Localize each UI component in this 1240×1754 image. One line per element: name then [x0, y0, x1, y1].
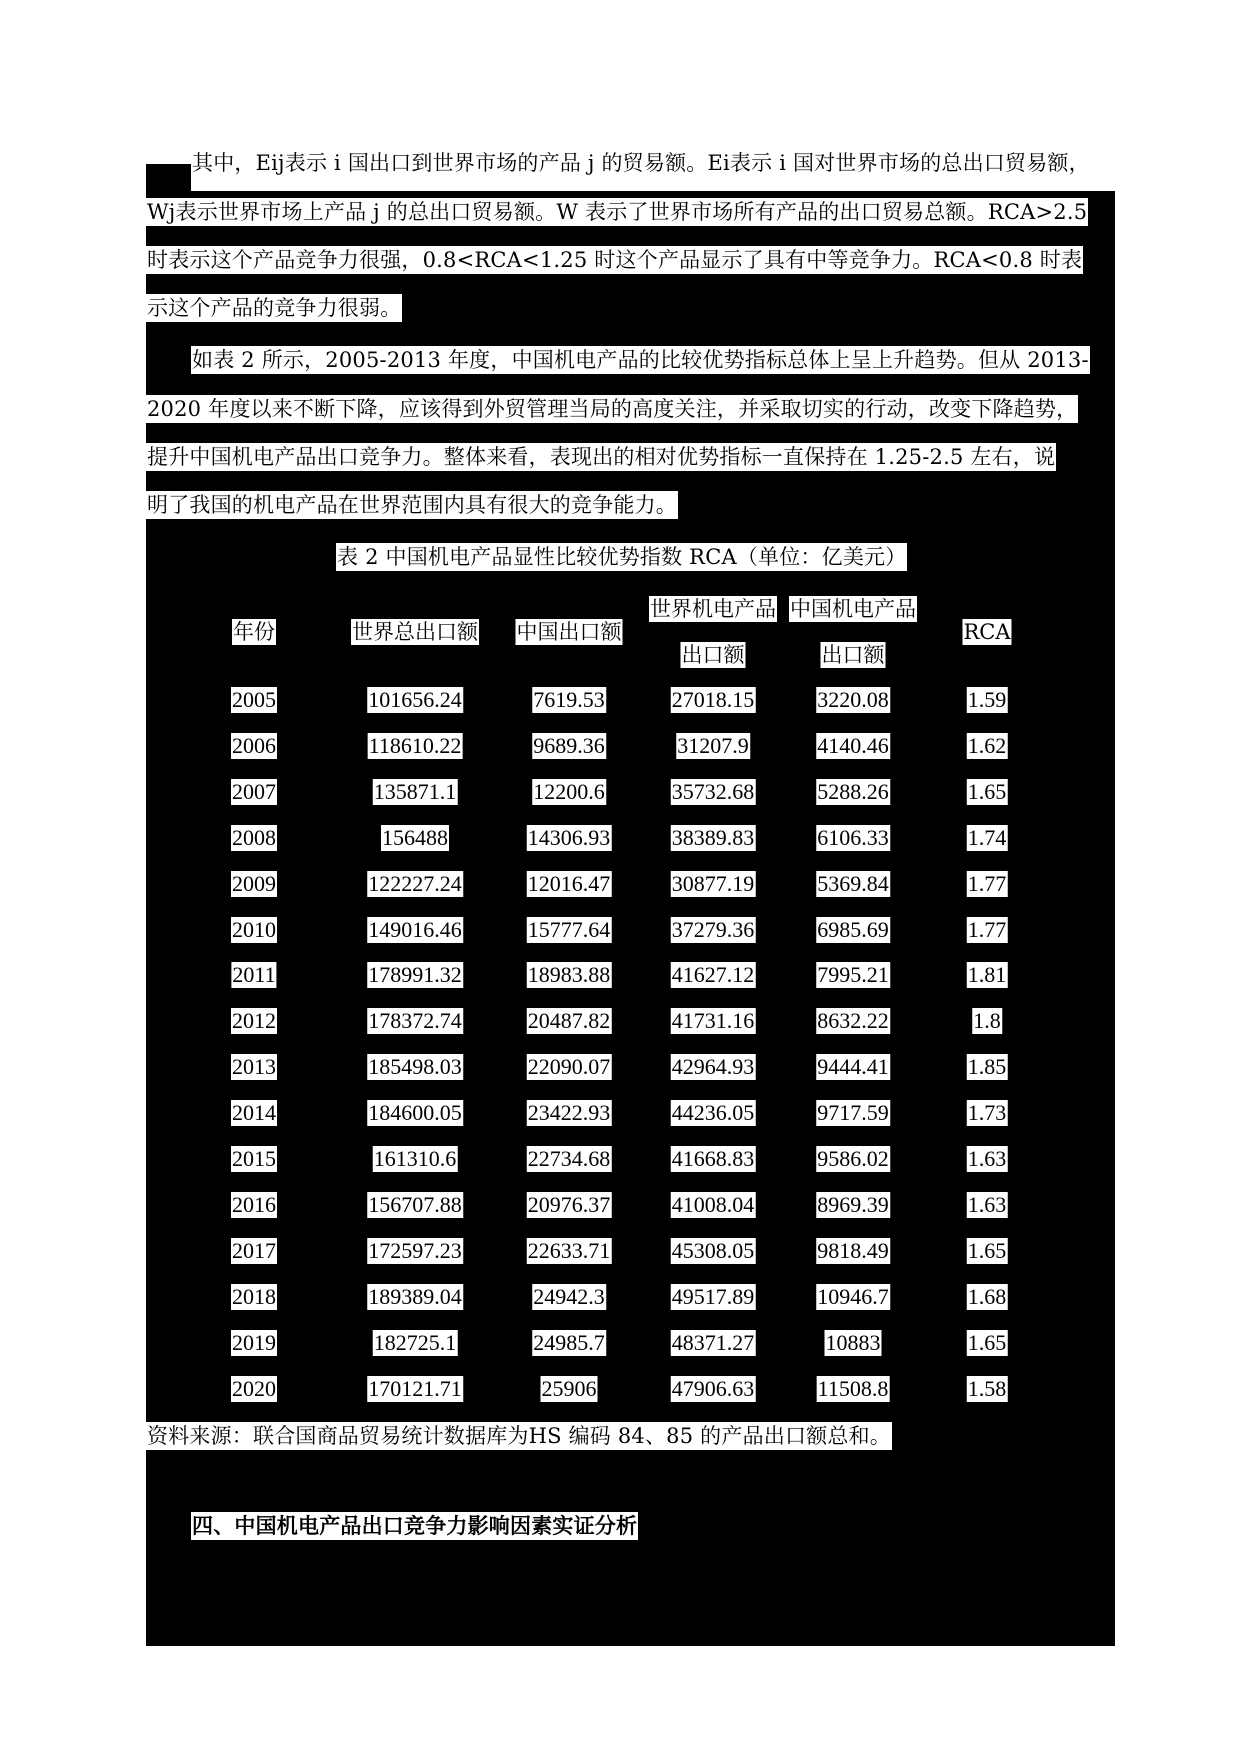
cell-world-me: 30877.19	[671, 870, 755, 896]
first-line-indent-block	[146, 164, 191, 191]
cell-china-export: 7619.53	[533, 687, 605, 712]
cell-year: 2012	[232, 1008, 276, 1034]
cell-world-total: 101656.24	[368, 687, 462, 712]
cell-china-me: 6985.69	[817, 916, 889, 942]
cell-rca: 1.77	[967, 916, 1007, 942]
cell-world-total: 156707.88	[368, 1191, 462, 1217]
cell-rca: 1.65	[967, 778, 1007, 804]
header-china-me-line2: 出口额	[821, 643, 885, 667]
cell-china-export: 24942.3	[533, 1283, 605, 1309]
header-china-export: 中国出口额	[516, 620, 622, 644]
cell-china-me: 6106.33	[817, 824, 889, 850]
cell-world-total: 185498.03	[368, 1054, 462, 1080]
paragraph-line: 示这个产品的竞争力很弱。	[147, 296, 402, 320]
cell-world-me: 31207.9	[677, 732, 749, 758]
paragraph-line: 明了我国的机电产品在世界范围内具有很大的竞争能力。	[147, 493, 677, 517]
cell-china-export: 14306.93	[527, 824, 611, 850]
cell-year: 2010	[232, 916, 276, 942]
cell-year: 2018	[232, 1283, 276, 1309]
cell-world-me: 42964.93	[671, 1054, 755, 1080]
header-world-me-line1: 世界机电产品	[650, 597, 776, 621]
cell-world-me: 41627.12	[671, 962, 755, 988]
cell-china-me: 9586.02	[817, 1146, 889, 1171]
cell-china-me: 5369.84	[817, 870, 889, 896]
cell-china-export: 12200.6	[533, 778, 605, 804]
cell-year: 2015	[232, 1146, 276, 1171]
cell-china-me: 5288.26	[817, 778, 889, 804]
cell-world-me: 45308.05	[671, 1237, 755, 1263]
cell-world-me: 41731.16	[671, 1008, 755, 1034]
cell-rca: 1.58	[967, 1375, 1007, 1401]
cell-year: 2020	[232, 1375, 276, 1401]
cell-world-total: 170121.71	[368, 1375, 462, 1401]
cell-china-me: 11508.8	[817, 1375, 889, 1401]
cell-world-me: 41008.04	[671, 1191, 755, 1217]
cell-world-me: 47906.63	[671, 1375, 755, 1401]
cell-world-total: 189389.04	[368, 1283, 462, 1309]
header-year: 年份	[233, 620, 275, 644]
cell-world-total: 118610.22	[368, 732, 462, 758]
cell-china-me: 7995.21	[817, 962, 889, 988]
paragraph-line: 如表 2 所示，2005-2013 年度，中国机电产品的比较优势指标总体上呈上升趋势。但从 2013-	[192, 348, 1089, 372]
cell-year: 2019	[232, 1329, 276, 1355]
paragraph-line: 时表示这个产品竞争力很强，0.8<RCA<1.25 时这个产品显示了具有中等竞争力。RCA<0.8 时表	[147, 248, 1083, 272]
paragraph-line: Wj表示世界市场上产品 j 的总出口贸易额。W 表示了世界市场所有产品的出口贸易总额。RCA>2.5	[147, 200, 1088, 224]
cell-china-me: 9444.41	[817, 1054, 889, 1080]
cell-world-total: 161310.6	[373, 1146, 457, 1171]
cell-rca: 1.63	[967, 1146, 1007, 1171]
paragraph-line: 其中，Eij表示 i 国出口到世界市场的产品 j 的贸易额。Ei表示 i 国对世界市场的总出口贸易额，	[192, 151, 1090, 175]
cell-china-export: 20976.37	[527, 1191, 611, 1217]
cell-world-total: 184600.05	[368, 1100, 462, 1126]
cell-world-total: 122227.24	[368, 870, 462, 896]
cell-year: 2016	[232, 1191, 276, 1217]
cell-rca: 1.77	[967, 870, 1007, 896]
cell-china-export: 22734.68	[527, 1146, 611, 1171]
header-world-total: 世界总出口额	[352, 620, 478, 644]
cell-rca: 1.73	[967, 1100, 1007, 1126]
cell-year: 2006	[232, 732, 276, 758]
cell-year: 2014	[232, 1100, 276, 1126]
header-world-me-line2: 出口额	[681, 643, 745, 667]
cell-china-me: 9717.59	[817, 1100, 889, 1126]
cell-rca: 1.65	[967, 1237, 1007, 1263]
table-caption: 表 2 中国机电产品显性比较优势指数 RCA（单位：亿美元）	[337, 545, 907, 569]
cell-rca: 1.85	[967, 1054, 1007, 1080]
cell-rca: 1.63	[967, 1191, 1007, 1217]
cell-world-me: 27018.15	[671, 687, 755, 712]
cell-year: 2005	[232, 687, 276, 712]
section-heading: 四、中国机电产品出口竞争力影响因素实证分析	[192, 1513, 638, 1538]
cell-china-me: 8969.39	[817, 1191, 889, 1217]
cell-rca: 1.8	[973, 1008, 1001, 1034]
cell-world-me: 41668.83	[671, 1146, 755, 1171]
cell-china-export: 9689.36	[533, 732, 605, 758]
cell-rca: 1.81	[967, 962, 1007, 988]
cell-world-me: 35732.68	[671, 778, 755, 804]
header-china-me-line1: 中国机电产品	[790, 597, 916, 621]
cell-china-me: 10946.7	[817, 1283, 889, 1309]
cell-year: 2008	[232, 824, 276, 850]
cell-china-export: 18983.88	[527, 962, 611, 988]
cell-china-export: 22633.71	[527, 1237, 611, 1263]
cell-china-export: 12016.47	[527, 870, 611, 896]
cell-world-total: 149016.46	[368, 916, 462, 942]
cell-china-me: 3220.08	[817, 687, 889, 712]
cell-world-me: 37279.36	[671, 916, 755, 942]
cell-rca: 1.74	[967, 824, 1007, 850]
cell-china-export: 22090.07	[527, 1054, 611, 1080]
cell-china-me: 9818.49	[817, 1237, 889, 1263]
cell-china-export: 20487.82	[527, 1008, 611, 1034]
cell-world-total: 178991.32	[368, 962, 462, 988]
cell-world-total: 172597.23	[368, 1237, 462, 1263]
cell-rca: 1.65	[967, 1329, 1007, 1355]
cell-china-export: 15777.64	[527, 916, 611, 942]
cell-world-me: 48371.27	[671, 1329, 755, 1355]
cell-rca: 1.62	[967, 732, 1007, 758]
cell-year: 2007	[232, 778, 276, 804]
cell-rca: 1.59	[967, 687, 1007, 712]
cell-china-export: 23422.93	[527, 1100, 611, 1126]
paragraph-line: 2020 年度以来不断下降，应该得到外贸管理当局的高度关注，并采取切实的行动，改变下降趋势，	[147, 397, 1078, 421]
cell-year: 2013	[232, 1054, 276, 1080]
cell-world-total: 178372.74	[368, 1008, 462, 1034]
cell-year: 2009	[232, 870, 276, 896]
cell-china-export: 25906	[541, 1375, 597, 1401]
paragraph-line: 提升中国机电产品出口竞争力。整体来看，表现出的相对优势指标一直保持在 1.25-2.5 左右，说	[147, 445, 1056, 469]
cell-world-me: 38389.83	[671, 824, 755, 850]
cell-world-total: 182725.1	[373, 1329, 457, 1355]
cell-year: 2017	[232, 1237, 276, 1263]
header-rca: RCA	[963, 620, 1011, 644]
cell-rca: 1.68	[967, 1283, 1007, 1309]
cell-china-me: 4140.46	[817, 732, 889, 758]
cell-china-me: 8632.22	[817, 1008, 889, 1034]
cell-world-total: 156488	[382, 824, 448, 850]
cell-world-me: 44236.05	[671, 1100, 755, 1126]
cell-china-export: 24985.7	[533, 1329, 605, 1355]
cell-world-me: 49517.89	[671, 1283, 755, 1309]
cell-year: 2011	[232, 962, 276, 988]
cell-china-me: 10883	[825, 1329, 881, 1355]
cell-world-total: 135871.1	[373, 778, 457, 804]
source-note: 资料来源：联合国商品贸易统计数据库为HS 编码 84、85 的产品出口额总和。	[147, 1424, 891, 1448]
